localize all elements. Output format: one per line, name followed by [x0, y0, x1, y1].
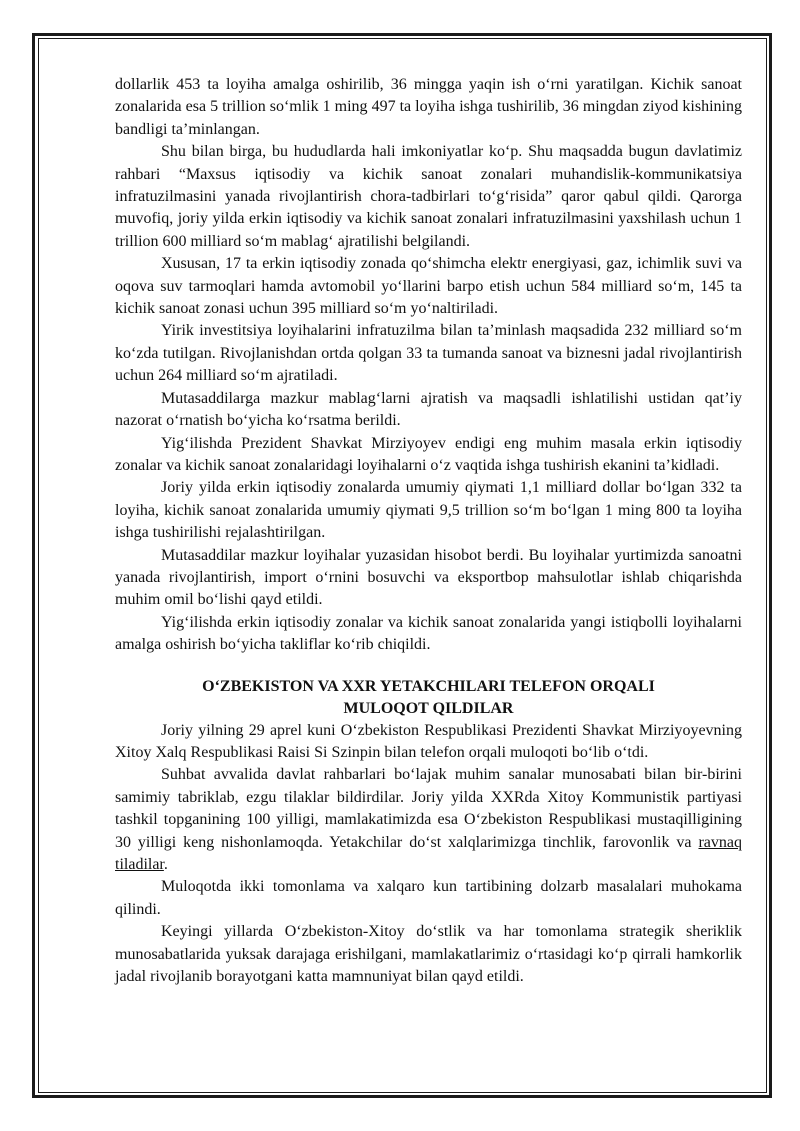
article-economic-zones — [115, 74, 742, 657]
heading-line: O‘ZBEKISTON VA XXR YETAKCHILARI TELEFON ORQALI — [202, 677, 655, 695]
article-phone-talk — [115, 676, 742, 989]
paragraph: Yig‘ilishda Prezident Shavkat Mirziyoyev endigi eng muhim masala erkin iqtisodiy zonalar va kichik sanoat zonalaridagi loyihalarni o‘z vaqtida ishga tushirish ekanini ta’kidladi. — [115, 434, 742, 474]
paragraph: dollarlik 453 ta loyiha amalga oshirilib, 36 mingga yaqin ish o‘rni yaratilgan. Kichik sanoat zonalarida esa 5 trillion so‘mlik 1 ming 497 ta loyiha ishga tushirilib, 36 mingdan ziyod kishining bandligi ta’minlangan. — [115, 76, 742, 138]
paragraph: Muloqotda ikki tomonlama va xalqaro kun tartibining dolzarb masalalari muhokama qilindi. — [115, 878, 742, 918]
paragraph: Shu bilan birga, bu hududlarda hali imkoniyatlar ko‘p. Shu maqsadda bugun davlatimiz rahbari “Maxsus iqtisodiy va kichik sanoat zonalari muhandislik-kommunikatsiya infratuzilmasini yanada rivojlantirish chora-tadbirlari to‘g‘risida” qaror qabul qildi. Qarorga muvofiq, joriy yilda erkin iqtisodiy va kichik sanoat zonalari infratuzilmasini yaxshilash uchun 1 trillion 600 milliard so‘m mablag‘ ajratilishi belgilandi. — [115, 143, 742, 250]
heading-line: MULOQOT QILDILAR — [343, 699, 514, 717]
paragraph: Mutasaddilarga mazkur mablag‘larni ajratish va maqsadli ishlatilishi ustidan qat’iy nazorat o‘rnatish bo‘yicha ko‘rsatma berildi. — [115, 389, 742, 430]
paragraph: Xususan, 17 ta erkin iqtisodiy zonada qo‘shimcha elektr energiyasi, gaz, ichimlik suvi va oqova suv tarmoqlari hamda avtomobil yo‘llarini barpo etish uchun 584 milliard so‘m, 145 ta kichik sanoat zonasi uchun 395 milliard so‘m yo‘naltiriladi. — [115, 255, 742, 318]
paragraph-text: . — [163, 856, 168, 873]
paragraph — [115, 764, 742, 876]
paragraph: Joriy yilning 29 aprel kuni O‘zbekiston Respublikasi Prezidenti Shavkat Mirziyoyevning Xitoy Xalq Respublikasi Raisi Si Szinpin bilan telefon orqali muloqoti bo‘lib o‘tdi. — [115, 721, 742, 761]
paragraph-text: Suhbat avvalida davlat rahbarlari bo‘lajak muhim sanalar munosabati bilan bir-birini samimiy tabriklab, ezgu tilaklar bildirdilar. Joriy yilda XXRda Xitoy Kommunistik partiyasi tashkil topganining 100 yilligi, mamlakatimizda esa O‘zbekiston Respublikasi mustaqilligining 30 yilligi keng nishonlamoqda. Yetakchilar do‘st xalqlarimizga tinchlik, farovonlik va — [115, 766, 742, 851]
section-heading — [115, 676, 742, 720]
underlined-text: ravnaq tiladilar — [115, 833, 742, 873]
document-body — [115, 74, 742, 988]
paragraph: Yig‘ilishda erkin iqtisodiy zonalar va kichik sanoat zonalarida yangi istiqbolli loyihalarni amalga oshirish bo‘yicha takliflar ko‘rib chiqildi. — [115, 613, 742, 654]
paragraph: Joriy yilda erkin iqtisodiy zonalarda umumiy qiymati 1,1 milliard dollar bo‘lgan 332 ta loyiha, kichik sanoat zonalarida umumiy qiymati 9,5 trillion so‘m bo‘lgan 1 ming 800 ta loyiha ishga tushirilishi rejalashtirilgan. — [115, 479, 742, 542]
paragraph: Keyingi yillarda O‘zbekiston-Xitoy do‘stlik va har tomonlama strategik sheriklik munosabatlarida yuksak darajaga erishilgani, mamlakatlarimiz o‘rtasidagi ko‘p qirrali hamkorlik jadal rivojlanib borayotgani katta mamnuniyat bilan qayd etildi. — [115, 923, 742, 986]
paragraph: Yirik investitsiya loyihalarini infratuzilma bilan ta’minlash maqsadida 232 milliard so‘m ko‘zda tutilgan. Rivojlanishdan ortda qolgan 33 ta tumanda sanoat va biznesni jadal rivojlantirish uchun 264 milliard so‘m ajratiladi. — [115, 322, 742, 385]
paragraph: Mutasaddilar mazkur loyihalar yuzasidan hisobot berdi. Bu loyihalar yurtimizda sanoatni yanada rivojlantirish, import o‘rnini bosuvchi va eksportbop mahsulotlar ishlab chiqarishda muhim omil bo‘lishi qayd etildi. — [115, 546, 742, 609]
